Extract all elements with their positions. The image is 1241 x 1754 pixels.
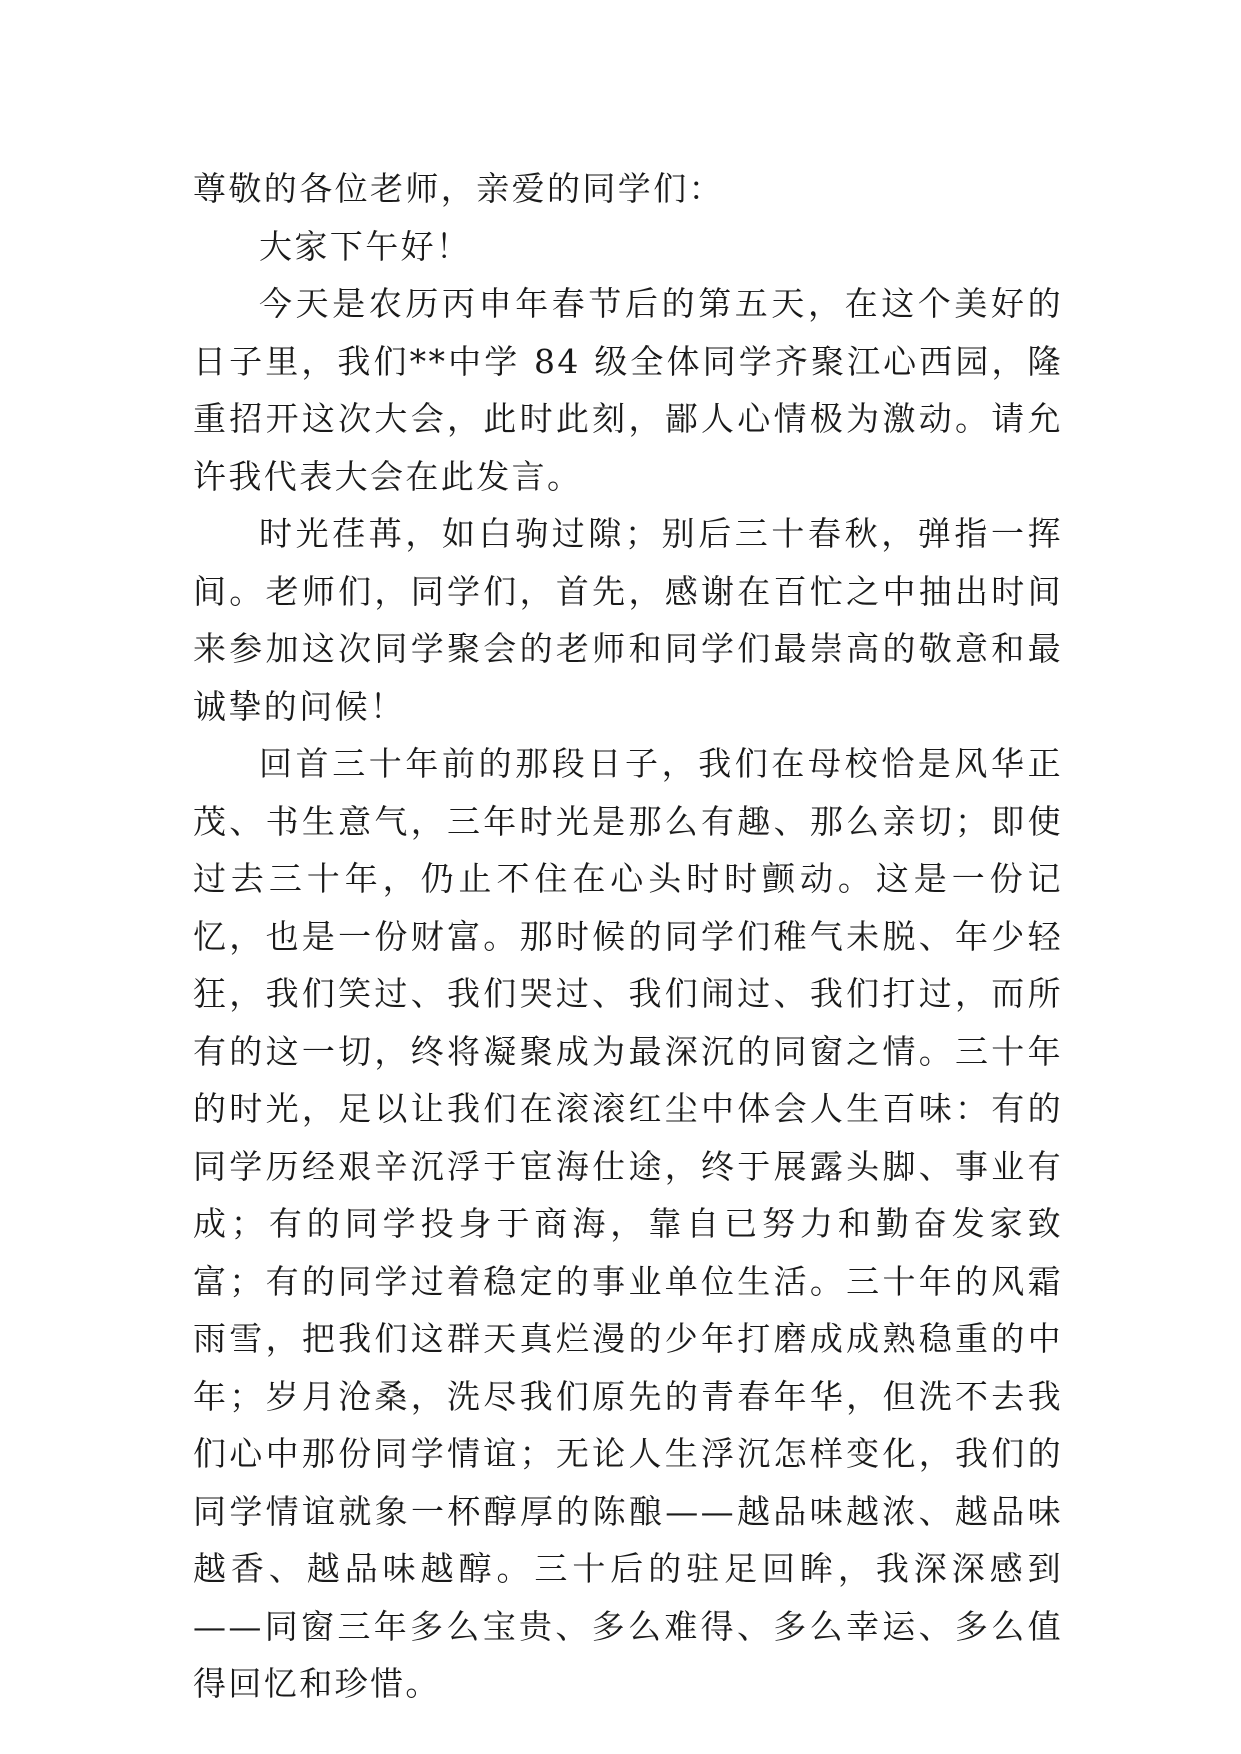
salutation: 尊敬的各位老师，亲爱的同学们： (193, 169, 724, 208)
paragraph-thanks: 时光荏苒，如白驹过隙；别后三十春秋，弹指一挥间。老师们，同学们，首先，感谢在百忙之中抽出时间来参加这次同学聚会的老师和同学们最崇高的敬意和最诚挚的问候！ (193, 514, 1063, 726)
paragraph-opening: 今天是农历丙申年春节后的第五天，在这个美好的日子里，我们**中学 84 级全体同学齐聚江心西园，隆重招开这次大会，此时此刻，鄙人心情极为激动。请允许我代表大会在此发言。 (193, 284, 1063, 496)
paragraph-memories: 回首三十年前的那段日子，我们在母校恰是风华正茂、书生意气，三年时光是那么有趣、那么亲切；即使过去三十年，仍止不住在心头时时颤动。这是一份记忆，也是一份财富。那时候的同学们稚气未脱、年少轻狂，我们笑过、我们哭过、我们闹过、我们打过，而所有的这一切，终将凝聚成为最深沉的同窗之情。三十年的时光，足以让我们在滚滚红尘中体会人生百味：有的同学历经艰辛沉浮于宦海仕途，终于展露头脚、事业有成；有的同学投身于商海，靠自已努力和勤奋发家致富；有的同学过着稳定的事业单位生活。三十年的风霜雨雪，把我们这群天真烂漫的少年打磨成成熟稳重的中年；岁月沧桑，洗尽我们原先的青春年华，但洗不去我们心中那份同学情谊；无论人生浮沉怎样变化，我们的同学情谊就象一杯醇厚的陈酿——越品味越浓、越品味越香、越品味越醇。三十后的驻足回眸，我深深感到——同窗三年多么宝贵、多么难得、多么幸运、多么值得回忆和珍惜。 (193, 744, 1063, 1703)
paragraph-greeting: 大家下午好！ (259, 226, 472, 266)
document-page (193, 160, 1063, 1713)
